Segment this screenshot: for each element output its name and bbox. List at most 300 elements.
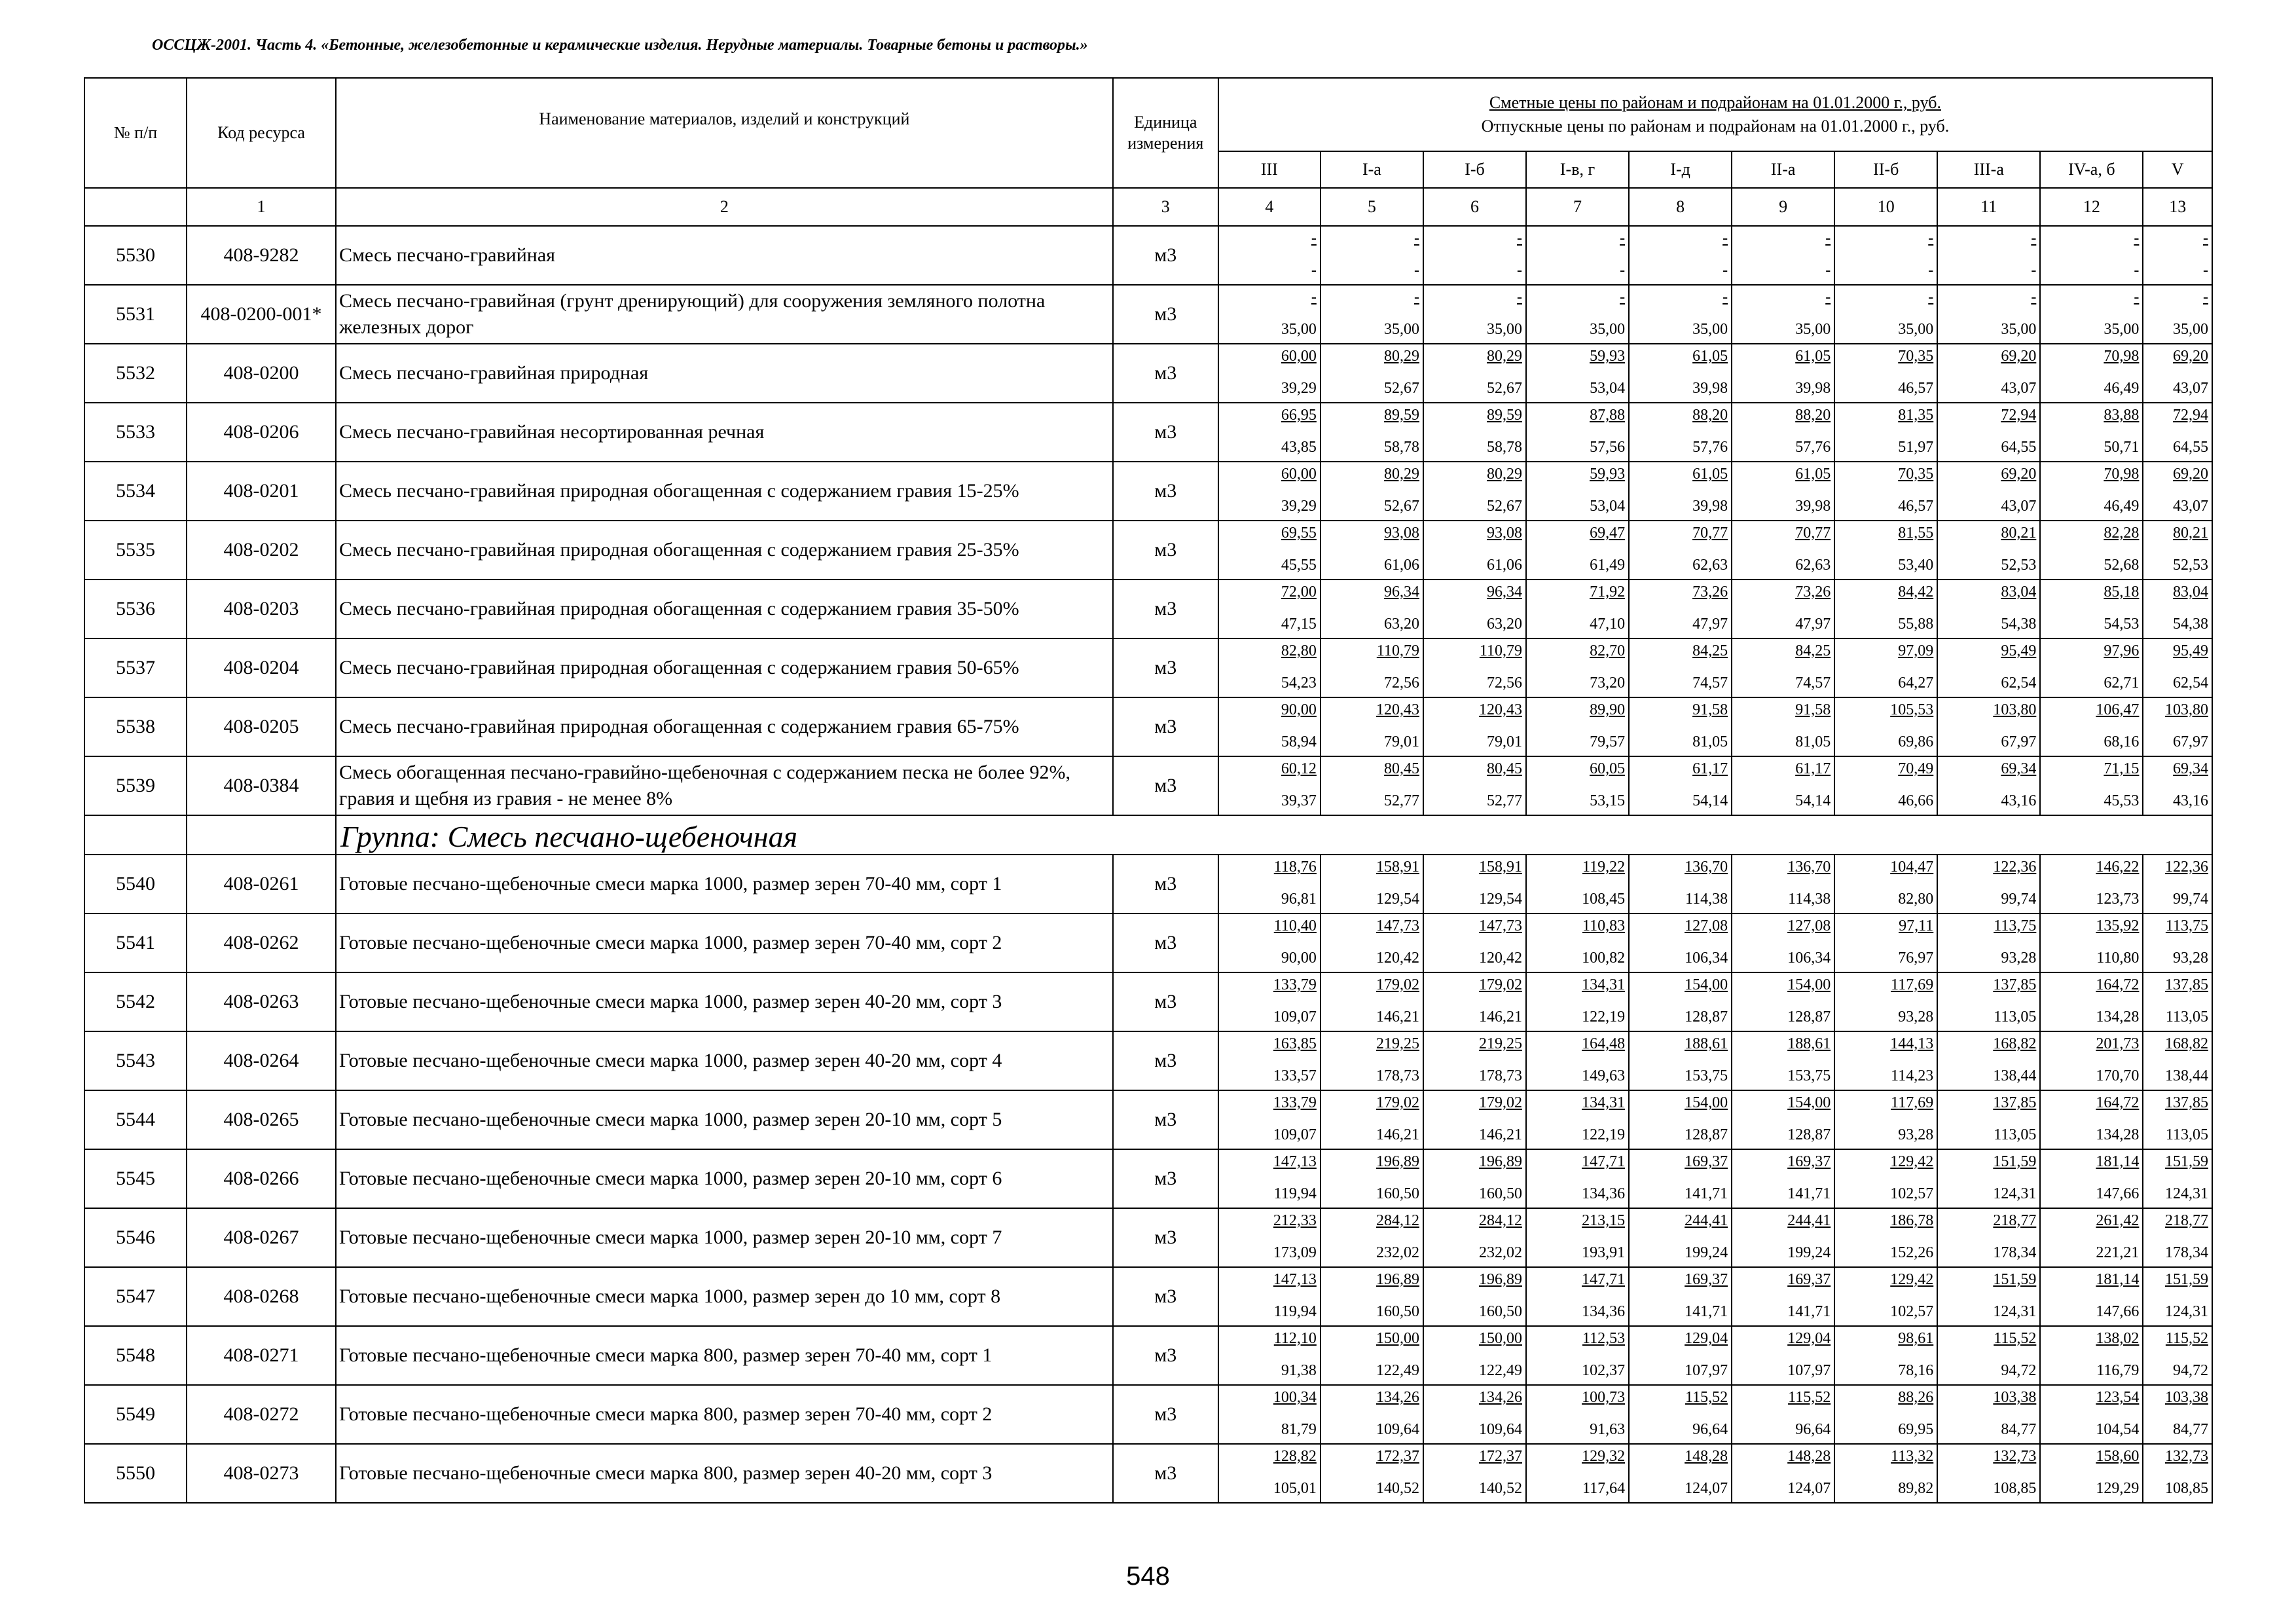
table-row (84, 638, 2212, 697)
price-cell (1526, 638, 1629, 697)
table-row (84, 580, 2212, 638)
release-price: - (1517, 262, 1522, 279)
table-row (84, 697, 2212, 756)
resource-code: 408-0202 (187, 521, 336, 580)
estimated-price: 179,02 (1479, 1094, 1522, 1111)
estimated-price: 219,25 (1479, 1035, 1522, 1052)
release-price: 124,31 (2165, 1185, 2208, 1202)
price-cell (1834, 403, 1937, 462)
release-price: 100,82 (1582, 950, 1626, 967)
estimated-price: 196,89 (1376, 1271, 1419, 1288)
release-price: 108,45 (1582, 891, 1626, 908)
estimated-price: 110,79 (1376, 642, 1419, 659)
price-cell (1834, 226, 1937, 285)
region-header: I-б (1423, 151, 1526, 188)
price-cell (2040, 226, 2143, 285)
price-cell (1218, 855, 1321, 913)
estimated-price: 284,12 (1479, 1212, 1522, 1229)
price-cell (1834, 1090, 1937, 1149)
estimated-price: 97,09 (1898, 642, 1934, 659)
price-cell (1321, 1385, 1423, 1444)
region-header: I-в, г (1526, 151, 1629, 188)
release-price: 62,54 (2001, 674, 2037, 692)
estimated-price: 122,36 (1993, 858, 2037, 876)
column-number-empty (84, 188, 187, 226)
release-price: 123,73 (2096, 891, 2140, 908)
release-price: 99,74 (2001, 891, 2037, 908)
release-price: 43,07 (2173, 498, 2208, 515)
release-price: 74,57 (1795, 674, 1831, 692)
estimated-price: 80,29 (1383, 466, 1419, 483)
price-cell (1937, 756, 2040, 815)
release-price: 147,66 (2096, 1185, 2140, 1202)
release-price: 128,87 (1685, 1008, 1728, 1025)
release-price: 43,07 (2001, 498, 2037, 515)
release-price: 89,82 (1898, 1480, 1934, 1497)
price-cell (1937, 1385, 2040, 1444)
release-price: 133,57 (1273, 1067, 1317, 1084)
estimated-price: 168,82 (2165, 1035, 2208, 1052)
estimated-price: 90,00 (1281, 701, 1317, 718)
price-cell (2143, 756, 2212, 815)
release-price: 46,57 (1898, 498, 1934, 515)
release-price: 46,49 (2104, 380, 2140, 397)
price-cell (1321, 1090, 1423, 1149)
release-price: 79,01 (1383, 733, 1419, 750)
price-cell (1321, 913, 1423, 972)
price-cell (1834, 1208, 1937, 1267)
price-cell (2143, 855, 2212, 913)
release-price: 50,71 (2104, 439, 2140, 456)
release-price: 129,29 (2096, 1480, 2140, 1497)
price-cell (1629, 521, 1732, 580)
price-cell (1834, 580, 1937, 638)
estimated-price: 83,04 (2001, 583, 2037, 600)
estimated-price: 72,94 (2173, 407, 2208, 424)
price-cell (2143, 1444, 2212, 1503)
resource-code: 408-0261 (187, 855, 336, 913)
estimated-price: 164,48 (1582, 1035, 1626, 1052)
price-cell (2143, 1031, 2212, 1090)
estimated-price: 150,00 (1376, 1330, 1419, 1347)
estimated-price: 61,17 (1692, 760, 1728, 777)
estimated-price: 154,00 (1787, 976, 1831, 993)
estimated-price: - (1413, 289, 1419, 306)
header-prices-release: Отпускные цены по районам и подрайонам на 01.01.2000 г., руб. (1481, 117, 1950, 136)
price-cell (1526, 1090, 1629, 1149)
release-price: 35,00 (1281, 321, 1317, 338)
estimated-price: - (1722, 289, 1728, 306)
release-price: 134,36 (1582, 1185, 1626, 1202)
material-name: Смесь песчано-гравийная несортированная речная (336, 403, 1113, 462)
estimated-price: 89,59 (1383, 407, 1419, 424)
estimated-price: 113,32 (1891, 1448, 1934, 1465)
estimated-price: 91,58 (1692, 701, 1728, 718)
estimated-price: 169,37 (1685, 1271, 1728, 1288)
release-price: 43,16 (2173, 792, 2208, 809)
release-price: 141,71 (1685, 1303, 1728, 1320)
estimated-price: 148,28 (1787, 1448, 1831, 1465)
release-price: 35,00 (2173, 321, 2208, 338)
price-cell (2040, 1149, 2143, 1208)
price-cell (2143, 1208, 2212, 1267)
estimated-price: 70,49 (1898, 760, 1934, 777)
estimated-price: 147,71 (1582, 1153, 1626, 1170)
price-cell (2040, 1208, 2143, 1267)
estimated-price: 115,52 (1685, 1389, 1728, 1406)
estimated-price: 212,33 (1273, 1212, 1317, 1229)
release-price: 120,42 (1376, 950, 1419, 967)
price-cell (1423, 756, 1526, 815)
price-cell (1834, 913, 1937, 972)
estimated-price: 129,04 (1685, 1330, 1728, 1347)
resource-code: 408-0200-001* (187, 285, 336, 344)
estimated-price: 66,95 (1281, 407, 1317, 424)
price-cell (1218, 344, 1321, 403)
estimated-price: - (2134, 230, 2140, 247)
price-cell (2143, 285, 2212, 344)
release-price: 52,53 (2001, 557, 2037, 574)
unit: м3 (1113, 1326, 1218, 1385)
estimated-price: 179,02 (1376, 976, 1419, 993)
table-row (84, 226, 2212, 285)
price-cell (1423, 638, 1526, 697)
release-price: 43,85 (1281, 439, 1317, 456)
release-price: 84,77 (2173, 1421, 2208, 1438)
price-cell (1321, 1326, 1423, 1385)
release-price: 35,00 (2104, 321, 2140, 338)
row-number: 5537 (84, 638, 187, 697)
release-price: 39,37 (1281, 792, 1317, 809)
price-cell (1732, 1149, 1834, 1208)
release-price: - (1928, 262, 1934, 279)
release-price: 149,63 (1582, 1067, 1626, 1084)
price-cell (2143, 913, 2212, 972)
price-cell (1423, 285, 1526, 344)
price-cell (1321, 697, 1423, 756)
price-cell (1218, 972, 1321, 1031)
price-cell (1834, 1444, 1937, 1503)
estimated-price: - (1928, 230, 1934, 247)
release-price: 134,28 (2096, 1008, 2140, 1025)
estimated-price: 70,77 (1692, 525, 1728, 542)
estimated-price: - (1311, 289, 1317, 306)
release-price: 78,16 (1898, 1362, 1934, 1379)
estimated-price: 164,72 (2096, 1094, 2140, 1111)
release-price: 160,50 (1376, 1303, 1419, 1320)
estimated-price: 148,28 (1685, 1448, 1728, 1465)
region-header: III (1218, 151, 1321, 188)
estimated-price: 169,37 (1787, 1271, 1831, 1288)
column-number: 13 (2143, 188, 2212, 226)
table-row (84, 756, 2212, 815)
header-unit: Единица измерения (1113, 78, 1218, 188)
estimated-price: 70,77 (1795, 525, 1831, 542)
material-name: Смесь песчано-гравийная природная обогащенная с содержанием гравия 35-50% (336, 580, 1113, 638)
estimated-price: 147,13 (1273, 1271, 1317, 1288)
release-price: 52,67 (1383, 498, 1419, 515)
release-price: 72,56 (1487, 674, 1522, 692)
material-name: Готовые песчано-щебеночные смеси марка 800, размер зерен 70-40 мм, сорт 1 (336, 1326, 1113, 1385)
price-cell (1423, 1326, 1526, 1385)
release-price: 122,19 (1582, 1126, 1626, 1143)
release-price: 128,87 (1787, 1126, 1831, 1143)
header-prices (1218, 78, 2212, 151)
estimated-price: 113,75 (1994, 917, 2037, 934)
release-price: - (2134, 262, 2140, 279)
release-price: 72,56 (1383, 674, 1419, 692)
price-cell (1937, 226, 2040, 285)
release-price: 109,07 (1273, 1008, 1317, 1025)
release-price: 146,21 (1479, 1008, 1522, 1025)
price-cell (1629, 1149, 1732, 1208)
row-number: 5541 (84, 913, 187, 972)
resource-code: 408-9282 (187, 226, 336, 285)
price-cell (2040, 1444, 2143, 1503)
price-cell (1834, 1267, 1937, 1326)
release-price: - (1722, 262, 1728, 279)
estimated-price: 70,98 (2104, 466, 2140, 483)
price-cell (2040, 580, 2143, 638)
release-price: 113,05 (2165, 1126, 2208, 1143)
estimated-price: 89,59 (1487, 407, 1522, 424)
release-price: 122,49 (1479, 1362, 1522, 1379)
estimated-price: 106,47 (2096, 701, 2140, 718)
release-price: 120,42 (1479, 950, 1522, 967)
estimated-price: 115,52 (2165, 1330, 2208, 1347)
table-row (84, 1031, 2212, 1090)
release-price: 90,00 (1281, 950, 1317, 967)
release-price: 61,49 (1590, 557, 1626, 574)
estimated-price: 88,20 (1795, 407, 1831, 424)
release-price: 113,05 (1994, 1008, 2037, 1025)
unit: м3 (1113, 1149, 1218, 1208)
estimated-price: 169,37 (1685, 1153, 1728, 1170)
material-name: Готовые песчано-щебеночные смеси марка 1000, размер зерен 20-10 мм, сорт 7 (336, 1208, 1113, 1267)
estimated-price: 147,73 (1479, 917, 1522, 934)
price-cell (1732, 1090, 1834, 1149)
estimated-price: 118,76 (1273, 858, 1317, 876)
row-number: 5550 (84, 1444, 187, 1503)
release-price: 53,40 (1898, 557, 1934, 574)
price-cell (1629, 972, 1732, 1031)
release-price: 153,75 (1685, 1067, 1728, 1084)
price-cell (1732, 1385, 1834, 1444)
release-price: 124,31 (2165, 1303, 2208, 1320)
estimated-price: 196,89 (1479, 1271, 1522, 1288)
estimated-price: 219,25 (1376, 1035, 1419, 1052)
release-price: 51,97 (1898, 439, 1934, 456)
price-cell (1218, 1149, 1321, 1208)
estimated-price: 284,12 (1376, 1212, 1419, 1229)
estimated-price: 151,59 (1993, 1153, 2037, 1170)
price-cell (1629, 1090, 1732, 1149)
release-price: 141,71 (1685, 1185, 1728, 1202)
price-cell (1218, 462, 1321, 521)
price-cell (1834, 1149, 1937, 1208)
estimated-price: 129,04 (1787, 1330, 1831, 1347)
unit: м3 (1113, 913, 1218, 972)
price-cell (1321, 285, 1423, 344)
region-header: II-а (1732, 151, 1834, 188)
estimated-price: - (1928, 289, 1934, 306)
table-row (84, 1267, 2212, 1326)
price-cell (1218, 1031, 1321, 1090)
region-header: I-а (1321, 151, 1423, 188)
material-name: Смесь обогащенная песчано-гравийно-щебеночная с содержанием песка не более 92%, гравия и щебня из гравия - не менее 8% (336, 756, 1113, 815)
price-cell (1937, 1031, 2040, 1090)
release-price: 52,68 (2104, 557, 2140, 574)
estimated-price: 70,35 (1898, 348, 1934, 365)
release-price: 79,01 (1487, 733, 1522, 750)
estimated-price: 71,15 (2104, 760, 2140, 777)
estimated-price: 122,36 (2165, 858, 2208, 876)
estimated-price: 136,70 (1685, 858, 1728, 876)
row-number: 5536 (84, 580, 187, 638)
column-number: 8 (1629, 188, 1732, 226)
price-cell (1423, 1149, 1526, 1208)
estimated-price: 172,37 (1479, 1448, 1522, 1465)
unit: м3 (1113, 697, 1218, 756)
price-cell (1834, 638, 1937, 697)
column-number: 5 (1321, 188, 1423, 226)
release-price: 119,94 (1273, 1303, 1317, 1320)
estimated-price: 69,20 (2173, 348, 2208, 365)
estimated-price: 154,00 (1685, 976, 1728, 993)
release-price: 99,74 (2173, 891, 2208, 908)
release-price: 104,54 (2096, 1421, 2140, 1438)
table-row (84, 1208, 2212, 1267)
column-number: 3 (1113, 188, 1218, 226)
price-cell (1218, 1090, 1321, 1149)
release-price: 74,57 (1692, 674, 1728, 692)
price-cell (1937, 521, 2040, 580)
estimated-price: 95,49 (2001, 642, 2037, 659)
price-cell (2040, 913, 2143, 972)
estimated-price: - (2203, 230, 2208, 247)
price-cell (1526, 1326, 1629, 1385)
estimated-price: 133,79 (1273, 1094, 1317, 1111)
estimated-price: 137,85 (2165, 1094, 2208, 1111)
estimated-price: 103,80 (1993, 701, 2037, 718)
estimated-price: 115,52 (1994, 1330, 2037, 1347)
price-cell (2040, 462, 2143, 521)
price-cell (1526, 285, 1629, 344)
release-price: 47,97 (1795, 616, 1831, 633)
release-price: 35,00 (2001, 321, 2037, 338)
estimated-price: - (2031, 289, 2037, 306)
price-cell (1423, 913, 1526, 972)
price-cell (1218, 1326, 1321, 1385)
estimated-price: 95,49 (2173, 642, 2208, 659)
estimated-price: 73,26 (1795, 583, 1831, 600)
release-price: 35,00 (1795, 321, 1831, 338)
estimated-price: 201,73 (2096, 1035, 2140, 1052)
price-cell (1423, 1090, 1526, 1149)
price-cell (1526, 855, 1629, 913)
release-price: 39,98 (1795, 498, 1831, 515)
release-price: 178,73 (1479, 1067, 1522, 1084)
release-price: - (1620, 262, 1626, 279)
row-number: 5544 (84, 1090, 187, 1149)
release-price: 178,73 (1376, 1067, 1419, 1084)
estimated-price: 69,47 (1590, 525, 1626, 542)
price-cell (1629, 913, 1732, 972)
price-cell (1834, 344, 1937, 403)
release-price: 52,77 (1383, 792, 1419, 809)
material-name: Смесь песчано-гравийная природная обогащенная с содержанием гравия 25-35% (336, 521, 1113, 580)
release-price: 67,97 (2001, 733, 2037, 750)
release-price: 117,64 (1582, 1480, 1626, 1497)
release-price: 178,34 (2165, 1244, 2208, 1261)
estimated-price: 151,59 (1993, 1271, 2037, 1288)
estimated-price: 123,54 (2096, 1389, 2140, 1406)
release-price: 106,34 (1787, 950, 1831, 967)
estimated-price: 110,40 (1273, 917, 1317, 934)
price-cell (1423, 462, 1526, 521)
price-cell (1423, 1267, 1526, 1326)
estimated-price: - (2031, 230, 2037, 247)
material-name: Готовые песчано-щебеночные смеси марка 1000, размер зерен 20-10 мм, сорт 6 (336, 1149, 1113, 1208)
estimated-price: 88,26 (1898, 1389, 1934, 1406)
release-price: 58,78 (1487, 439, 1522, 456)
estimated-price: 112,53 (1582, 1330, 1626, 1347)
release-price: 54,38 (2173, 616, 2208, 633)
release-price: 94,72 (2173, 1362, 2208, 1379)
release-price: 46,49 (2104, 498, 2140, 515)
estimated-price: 97,11 (1899, 917, 1934, 934)
release-price: 178,34 (1993, 1244, 2037, 1261)
release-price: 199,24 (1787, 1244, 1831, 1261)
table-row (84, 1444, 2212, 1503)
release-price: 173,09 (1273, 1244, 1317, 1261)
column-number: 2 (336, 188, 1113, 226)
estimated-price: 72,00 (1281, 583, 1317, 600)
estimated-price: 117,69 (1891, 976, 1934, 993)
release-price: 46,66 (1898, 792, 1934, 809)
price-cell (2143, 1267, 2212, 1326)
estimated-price: 96,34 (1383, 583, 1419, 600)
material-name: Готовые песчано-щебеночные смеси марка 1000, размер зерен 70-40 мм, сорт 2 (336, 913, 1113, 972)
price-cell (2143, 1326, 2212, 1385)
release-price: 35,00 (1487, 321, 1522, 338)
release-price: 232,02 (1479, 1244, 1522, 1261)
estimated-price: 218,77 (1993, 1212, 2037, 1229)
price-cell (1321, 1267, 1423, 1326)
material-name: Готовые песчано-щебеночные смеси марка 1000, размер зерен 20-10 мм, сорт 5 (336, 1090, 1113, 1149)
estimated-price: 61,05 (1795, 466, 1831, 483)
release-price: 106,34 (1685, 950, 1728, 967)
price-cell (1834, 285, 1937, 344)
table-row (84, 1149, 2212, 1208)
release-price: 57,76 (1692, 439, 1728, 456)
group-title: Группа: Смесь песчано-щебеночная (336, 815, 2212, 855)
estimated-price: 115,52 (1788, 1389, 1831, 1406)
price-cell (2143, 1385, 2212, 1444)
price-cell (1423, 521, 1526, 580)
table-row (84, 855, 2212, 913)
release-price: 108,85 (2165, 1480, 2208, 1497)
estimated-price: 80,21 (2001, 525, 2037, 542)
estimated-price: 73,26 (1692, 583, 1728, 600)
estimated-price: 181,14 (2096, 1153, 2140, 1170)
estimated-price: 119,22 (1582, 858, 1626, 876)
estimated-price: 150,00 (1479, 1330, 1522, 1347)
estimated-price: 147,73 (1376, 917, 1419, 934)
price-cell (1732, 580, 1834, 638)
estimated-price: 83,04 (2173, 583, 2208, 600)
price-cell (2040, 756, 2143, 815)
